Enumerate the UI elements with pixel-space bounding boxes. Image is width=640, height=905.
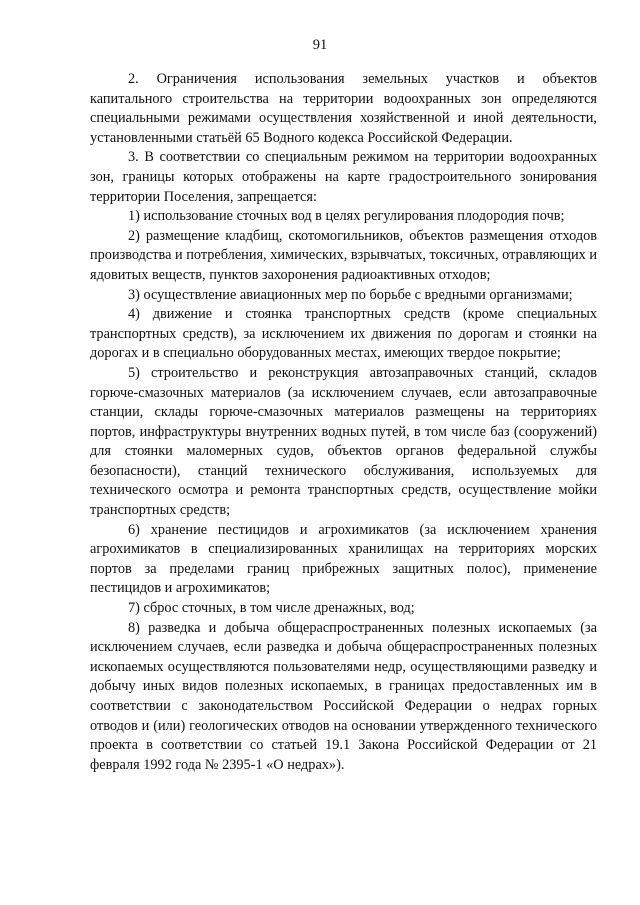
list-item-1: 1) использование сточных вод в целях регулирования плодородия почв;: [128, 208, 565, 225]
list-item-7: 7) сброс сточных, в том числе дренажных, вод;: [128, 600, 415, 617]
list-item-2: 2) размещение кладбищ, скотомогильников, объектов размещения отходов производства и потребления, химических, взрывчатых, токсичных, отравляющих и ядовитых веществ, пунктов захоронения радиоактивных отходов;: [90, 227, 597, 283]
list-item-8: 8) разведка и добыча общераспространенных полезных ископаемых (за исключением случаев, если разведка и добыча общераспространенных полезных ископаемых осуществляются пользователями недр, осуществляющими разведку и добычу иных видов полезных ископаемых, в границах предоставленных им в соответствии с законодательством Российской Федерации о недрах горных отводов и (или) геологических отводов на основании утвержденного технического проекта в соответствии со статьей 19.1 Закона Российской Федерации от 21 февраля 1992 года № 2395-1 «О недрах»).: [90, 619, 597, 773]
paragraph-prohibitions-intro: 3. В соответствии со специальным режимом на территории водоохранных зон, границы которых отображены на карте градостроительного зонирования территории Поселения, запрещается:: [90, 149, 597, 205]
list-item-3: 3) осуществление авиационных мер по борьбе с вредными организмами;: [128, 286, 573, 303]
list-item-5: 5) строительство и реконструкция автозаправочных станций, складов горюче-смазочных материалов (за исключением случаев, если автозаправочные станции, склады горюче-смазочных материалов размещены на территориях портов, инфраструктуры внутренних водных путей, в том числе баз (сооружений) для стоянки маломерных судов, объектов органов федеральной службы безопасности), станций технического обслуживания, используемых для технического осмотра и ремонта транспортных средств, осуществление мойки транспортных средств;: [90, 364, 597, 519]
page-number: 91: [312, 37, 328, 53]
document-body: [90, 70, 597, 775]
list-item-4: 4) движение и стоянка транспортных средств (кроме специальных транспортных средств), за исключением их движения по дорогам и стоянки на дорогах и в специально оборудованных местах, имеющих твердое покрытие;: [90, 306, 597, 362]
paragraph-restrictions-intro: 2. Ограничения использования земельных участков и объектов капитального строительства на территории водоохранных зон определяются специальными режимами осуществления хозяйственной и иной деятельности, установленными статьёй 65 Водного кодекса Российской Федерации.: [90, 71, 597, 146]
list-item-6: 6) хранение пестицидов и агрохимикатов (за исключением хранения агрохимикатов в специализированных хранилищах на территориях морских портов за пределами границ прибрежных защитных полос), применение пестицидов и агрохимикатов;: [90, 521, 597, 597]
